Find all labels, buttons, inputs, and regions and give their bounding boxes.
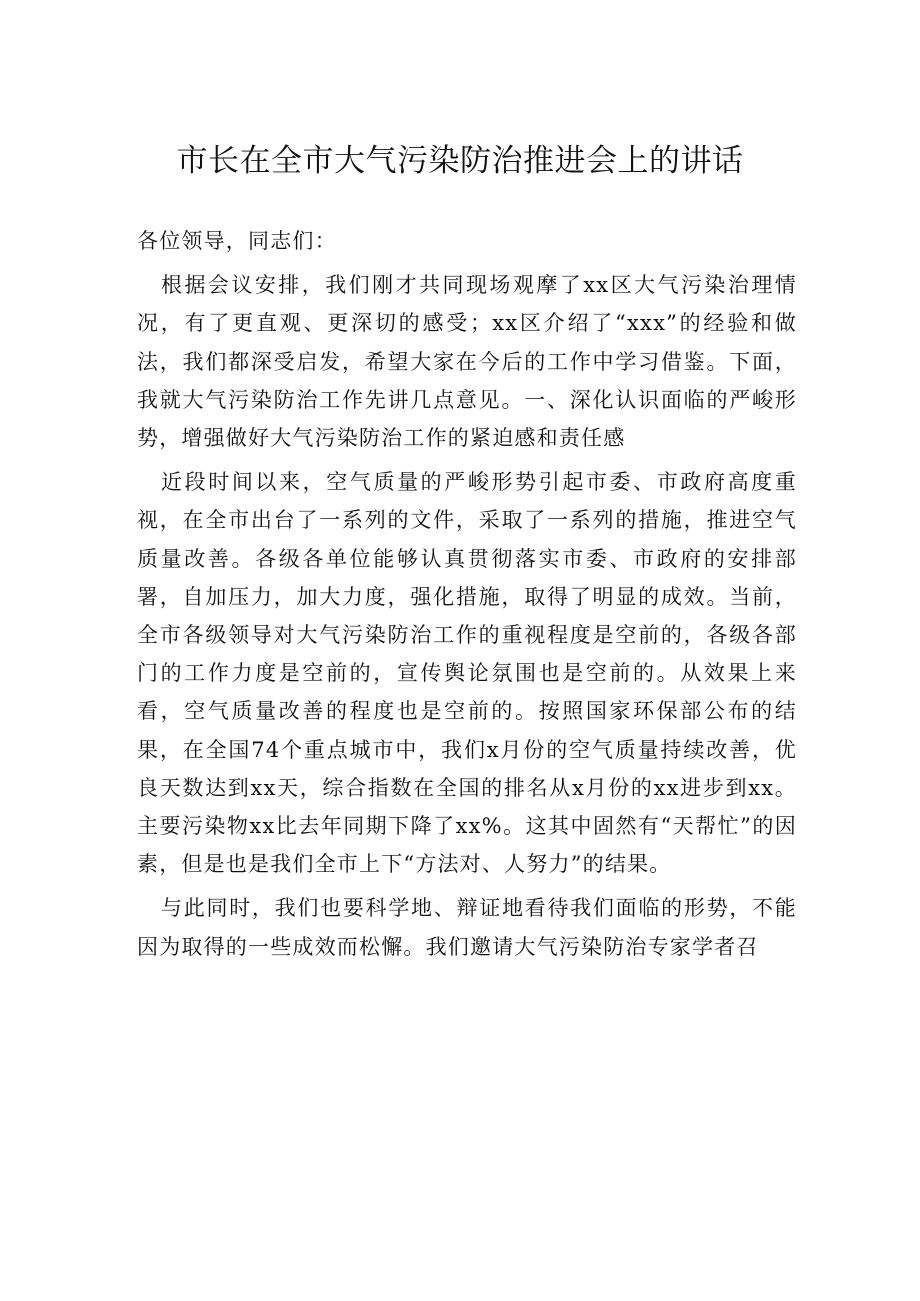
document-body [137, 222, 797, 972]
document-title: 市长在全市大气污染防治推进会上的讲话 [176, 143, 744, 179]
salutation: 各位领导，同志们： [137, 229, 337, 253]
paragraph-1: 根据会议安排，我们刚才共同现场观摩了xx区大气污染治理情况，有了更直观、更深切的感受；xx区介绍了“xxx”的经验和做法，我们都深受启发，希望大家在今后的工作中学习借鉴。下面，我就大气污染防治工作先讲几点意见。一、深化认识面临的严峻形势，增强做好大气污染防治工作的紧迫感和责任感 [137, 273, 797, 451]
paragraph-3: 与此同时，我们也要科学地、辩证地看待我们面临的形势，不能因为取得的一些成效而松懈。我们邀请大气污染防治专家学者召 [137, 896, 797, 959]
paragraph-2: 近段时间以来，空气质量的严峻形势引起市委、市政府高度重视，在全市出台了一系列的文件，采取了一系列的措施，推进空气质量改善。各级各单位能够认真贯彻落实市委、市政府的安排部署，自加压力，加大力度，强化措施，取得了明显的成效。当前，全市各级领导对大气污染防治工作的重视程度是空前的，各级各部门的工作力度是空前的，宣传舆论氛围也是空前的。从效果上来看，空气质量改善的程度也是空前的。按照国家环保部公布的结果，在全国74个重点城市中，我们x月份的空气质量持续改善，优良天数达到xx天，综合指数在全国的排名从x月份的xx进步到xx。主要污染物xx比去年同期下降了xx%。这其中固然有“天帮忙”的因素，但是也是我们全市上下“方法对、人努力”的结果。 [137, 470, 797, 877]
